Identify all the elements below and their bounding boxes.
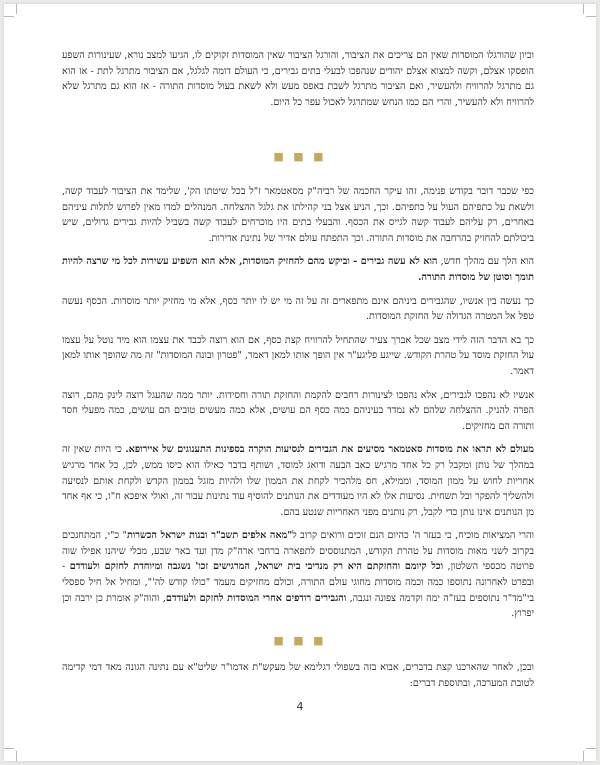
paragraph-2: כפי שכבר דובר בקודש פנימה, זהו עיקר החכמה של רביה"ק מסאטמאר ז"ל בכל שיטתו הק', שלימד את הציבור לעבוד קשה, ולשאת על כתפיהם העול על כתפיהם. וכך, הניע אצל בני קהילתו את גלגל ההצלחה. המנהלים למדו מאין לפרוש לתלות עיניהם באחרים, רק עליהם לעבוד קשה לגייס את הכסף. והבעלי בתים היו מוכרחים לעבוד קשה בשביל להיות גבירים גדולים, שיש ביכולתם להחזיק בהרחבה את מוסדות התורה. וכך התפתח עולם אדיר של נתינת אדירות.	[62, 186, 534, 244]
paragraph-7: מעולם לא תראו את מוסדות סאטמאר מסיעים את הגבירים לנסיעות הוקרה בספינות התענוגים של איירופא. כי היות שאין זה במהלך של נותן ומקבל רק כל אחד מרגיש כאב הבעה ודואג למוסד, ושותף בדבר כאילו הוא כיסו ממש, לכן, כל אחד מרגיש אחריות לחוש על ממון המוסד, וממילא, חס מלהכיר לקחת את הממון שלו ולהיות מזגל בממון הקדש ולקחת אותם לנסיעה ולהשליך להפקר ובל תשחית. נסיעות אלו לא היו מעודדים את הנותנים להוסיף עוד נתינות עבור זה, ואולי איפכא ח"ו, כי אף אחד מן הנותנים אינו נותן כדי לקבל, רק נותנים מפני האחריות שנטע בהם.	[62, 444, 534, 518]
section-3	[62, 660, 534, 699]
document-page	[4, 4, 596, 761]
bold-emphasis: הוא לא עשה גבירים - וביקש מהם להחזיק המוסדות, אלא הוא השפיע עשירות לכל מי שרצה להיות תומך וסוטן של מוסדות התורה.	[62, 256, 534, 283]
section-1	[62, 48, 534, 118]
section-separator: ■ ■ ■	[273, 634, 327, 647]
bold-emphasis: "מאה אלפים תשב"ר ובנות ישראל הכשרות	[126, 530, 293, 542]
crop-mark	[16, 751, 17, 761]
crop-mark	[4, 16, 14, 17]
bold-emphasis: מעולם לא תראו את מוסדות סאטמאר מסיעים את הגבירים לנסיעות הוקרה בספינות התענוגים של איירופא.	[125, 444, 534, 456]
paragraph-4: כך נעשה בין אנשיו, שהגבירים ביניהם אינם מתפארים זה על זה מי יש לו יותר כסף, אלא מי מחזיק יותר מוסדות. הכסף נעשה טפל אל המטרה הגדולה של החזקת המוסדות.	[62, 295, 534, 323]
crop-mark	[586, 16, 596, 17]
crop-mark	[4, 748, 14, 749]
page-number: 4	[296, 700, 304, 713]
paragraph-8: והרי המציאות מוכיח, כי בעזר ה' כהיום הנם זוכים ורואים קרוב ל"מאה אלפים תשב"ר ובנות ישראל הכשרות" כ"י, המתחנכים בקרוב לשני מאות מוסדות על טהרת הקודש, המתנוססים לתפארה ברחבי ארה"ק מדן ועד באר שבע, מבלי שיהנו אפילו שוה פרוטה מכספי השלטון, וכל קיומם והחזקתם היא רק מנדיבי בית ישראל, המרגישים זכו' נשגבה ומיוחדת לחזקם ולעודדם - ובפרט לאחרונה נתוספו כמה וכמה מוסדות מחוגי עולם התורה, וכולם מחזיקים מעמד "כולו קודש לה'", ומחיל אל חיל ספסלי בי"מד"ר נתוספים בעז"ה ימה וקדמה צפונה ונגבה, והגבירים רודפים אחרי המוסדות לחזקם ולעודדם, והוה"ק אומרת כן ירבה וכן יפרוץ.	[62, 530, 534, 620]
bold-emphasis: והגבירים רודפים אחרי המוסדות לחזקם ולעודדם	[165, 592, 347, 604]
crop-mark	[583, 751, 584, 761]
section-2	[62, 184, 534, 630]
section-separator: ■ ■ ■	[273, 150, 327, 163]
paragraph-5: כך בא הדבר הזה לידי מצב שכל אברך צעיר שהתחיל להרוויח קצת כסף, אם הוא רוצה לכבד את עצמו הוא מיד נוטל על עצמו עול החזקת מוסד על טהרת הקודש. שייגע פליגע"ר אין הופך אותו למאן דאמר, "פטרון ובונה המוסדות" זה מה שהופך אותו למאן דאמר.	[62, 334, 534, 377]
crop-mark	[16, 4, 17, 14]
paragraph-1: וכיון שהורגלו המוסדות שאין הם צריכים את הציבור, והורגל הציבור שאין המוסדות זקוקים לו, הגיעו למצב נורא, שעינורות השפע הופסקו אצלם, וקשה למצוא אצלם יהודים שנהפכו לבעלי בתים גבירים, כי העולם דומה לגלגל, אם הציבור מתרגל לתת - אז הוא גם מתרגל להרוויח ולהעשיר, ואם הציבור מתרגל לשבת באפס מעש ולא לשאת בעול מוסדות התורה - אז הוא גם מתרגל שלא להרוויח ולא להעשיר, והרי הם כמו הנחש שמתרגל לאכול עפר כל היום.	[62, 50, 534, 108]
paragraph-3: הוא הלך עם מהלך חדש, הוא לא עשה גבירים - וביקש מהם להחזיק המוסדות, אלא הוא השפיע עשירות לכל מי שרצה להיות תומך וסוטן של מוסדות התורה.	[62, 256, 534, 283]
bold-emphasis: וכל קיומם והחזקתם היא רק מנדיבי בית ישראל, המרגישים זכו' נשגבה ומיוחדת לחזקם ולעודדם	[69, 561, 444, 573]
paragraph-9: ובכן, לאחר שהארכנו קצת בדברים, אבוא בזה בשפולי דגלימא של מעקש"ת אדמו"ר שליט"א עם נתינה הגונה מאד דמי קדימה לטובת המערכה, ובתוספת דברים:	[62, 662, 534, 689]
paragraph-6: אנשיו לא נהפכו לגבירים, אלא נהפכו לצינורות רחבים להקמת והחזקת תורה וחסידות. יותר ממה שהעגל רוצה לינק מהם, רוצה הפרה להניק. ההצלחה שלהם לא נמדד בעיניהם כמה כסף הם עושים, אלא כמה מעשים טובים הם עושים, כמה מפעלי חסד ותורה הם מחזיקים.	[62, 389, 534, 432]
crop-mark	[583, 4, 584, 14]
crop-mark	[586, 748, 596, 749]
